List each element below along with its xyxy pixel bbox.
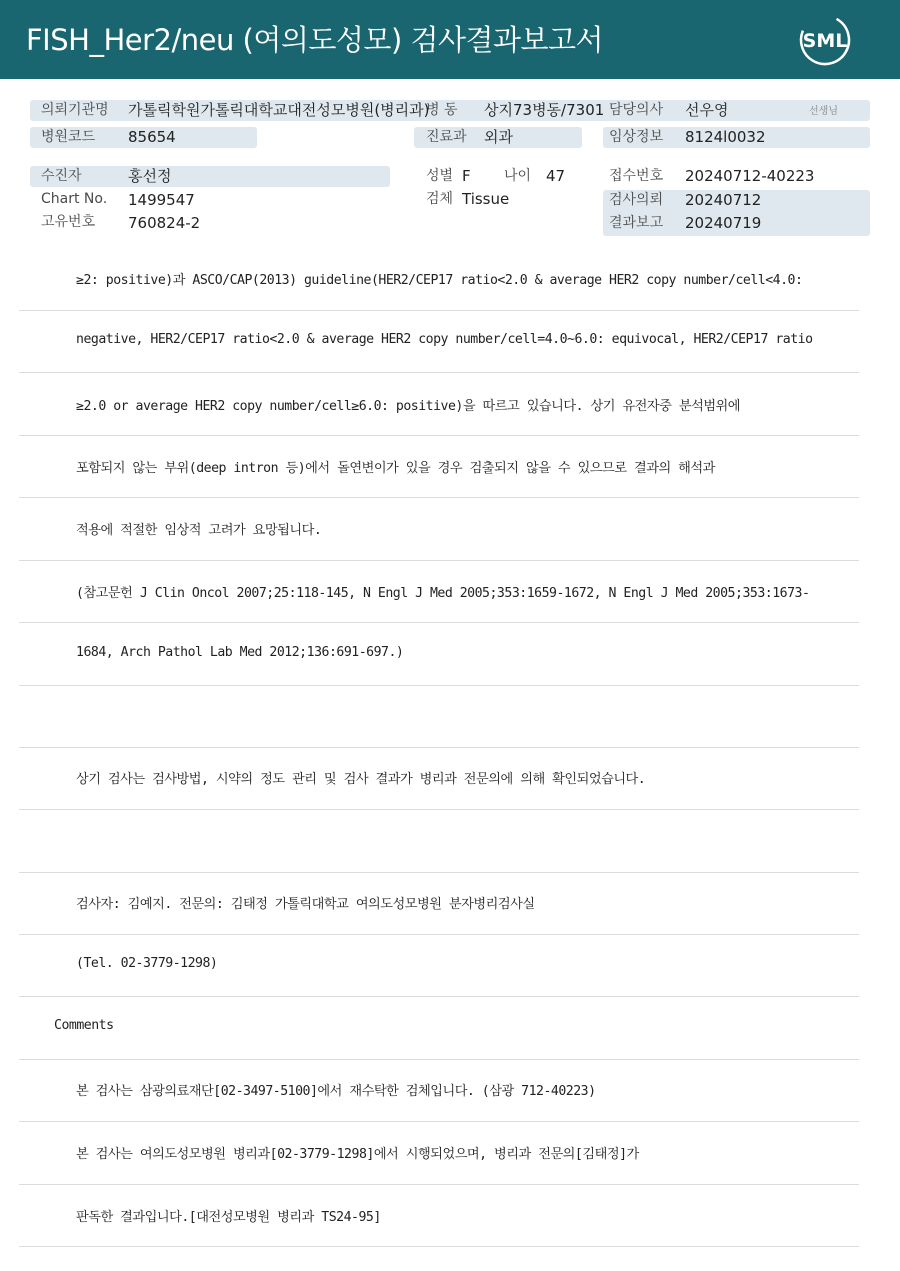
report-line: 판독한 결과입니다.[대전성모병원 병리과 TS24-95] (76, 1210, 381, 1225)
line-divider (19, 934, 859, 935)
patient-bg (30, 166, 390, 187)
patient-label: 수진자 (41, 168, 82, 184)
hospital-code-value: 85654 (128, 128, 176, 146)
specimen-value: Tissue (462, 190, 510, 208)
report-title: FISH_Her2/neu (여의도성모) 검사결과보고서 (26, 23, 604, 57)
receipt-no-label: 접수번호 (609, 168, 664, 184)
line-divider (19, 747, 859, 748)
line-divider (19, 996, 859, 997)
line-divider (19, 1121, 859, 1122)
clinical-info-value: 8124l0032 (685, 128, 766, 146)
line-divider (19, 1059, 859, 1060)
ward-label: 병 동 (426, 102, 458, 118)
report-line: (참고문헌 J Clin Oncol 2007;25:118-145, N Engl J Med 2005;353:1659-1672, N Engl J Med 2005;353:1673- (76, 586, 810, 601)
line-divider (19, 685, 859, 686)
logo-text: SML (802, 30, 848, 52)
sml-logo-icon (796, 12, 854, 68)
report-line: 본 검사는 여의도성모병원 병리과[02-3779-1298]에서 시행되었으며, 병리과 전문의[김태정]가 (76, 1147, 639, 1162)
unique-value: 760824-2 (128, 214, 201, 232)
doctor-value: 선우영 (685, 101, 729, 119)
report-header (0, 0, 900, 79)
report-value: 20240719 (685, 214, 762, 232)
age-value: 47 (546, 167, 566, 185)
line-divider (19, 435, 859, 436)
report-label: 결과보고 (609, 215, 664, 231)
report-line: ≥2.0 or average HER2 copy number/cell≥6.0: positive)을 따르고 있습니다. 상기 유전자중 분석범위에 (76, 399, 741, 414)
institution-value: 가톨릭학원가톨릭대학교대전성모병원(병리과) (128, 101, 430, 119)
report-line: ≥2: positive)과 ASCO/CAP(2013) guideline(HER2/CEP17 ratio<2.0 & average HER2 copy number/cell<4.0: (76, 273, 803, 288)
sex-label: 성별 (426, 168, 454, 184)
sex-value: F (462, 167, 471, 185)
line-divider (19, 872, 859, 873)
line-divider (19, 310, 859, 311)
chart-value: 1499547 (128, 191, 195, 209)
department-value: 외과 (484, 128, 513, 146)
patient-value: 홍선정 (128, 167, 172, 185)
line-divider (19, 1246, 859, 1247)
hospital-code-label: 병원코드 (41, 129, 96, 145)
institution-label: 의뢰기관명 (41, 102, 109, 118)
comments-heading: Comments (54, 1018, 114, 1033)
line-divider (19, 622, 859, 623)
report-line: 본 검사는 삼광의료재단[02-3497-5100]에서 재수탁한 검체입니다. (삼광 712-40223) (76, 1084, 596, 1099)
line-divider (19, 809, 859, 810)
doctor-label: 담당의사 (609, 102, 664, 118)
report-line: 검사자: 김예지. 전문의: 김태정 가톨릭대학교 여의도성모병원 분자병리검사실 (76, 897, 535, 912)
clinical-info-label: 임상정보 (609, 129, 664, 145)
report-line: 포함되지 않는 부위(deep intron 등)에서 돌연변이가 있을 경우 검출되지 않을 수 있으므로 결과의 해석과 (76, 461, 715, 476)
request-label: 검사의뢰 (609, 192, 664, 208)
receipt-no-value: 20240712-40223 (685, 167, 815, 185)
report-line: negative, HER2/CEP17 ratio<2.0 & average HER2 copy number/cell=4.0~6.0: equivocal, HER2/CEP17 ratio (76, 332, 813, 347)
specimen-label: 검체 (426, 191, 454, 207)
ward-value: 상지73병동/7301 (484, 101, 605, 119)
line-divider (19, 560, 859, 561)
chart-label: Chart No. (41, 191, 108, 207)
doctor-suffix: 선생님 (809, 106, 838, 117)
report-line: 1684, Arch Pathol Lab Med 2012;136:691-697.) (76, 645, 404, 660)
report-line: (Tel. 02-3779-1298) (76, 956, 218, 971)
report-line: 적용에 적절한 임상적 고려가 요망됩니다. (76, 523, 322, 538)
unique-label: 고유번호 (41, 214, 96, 230)
line-divider (19, 1184, 859, 1185)
line-divider (19, 372, 859, 373)
age-label: 나이 (504, 168, 532, 184)
line-divider (19, 497, 859, 498)
request-value: 20240712 (685, 191, 762, 209)
report-line: 상기 검사는 검사방법, 시약의 정도 관리 및 검사 결과가 병리과 전문의에 의해 확인되었습니다. (76, 772, 646, 787)
department-label: 진료과 (426, 129, 467, 145)
